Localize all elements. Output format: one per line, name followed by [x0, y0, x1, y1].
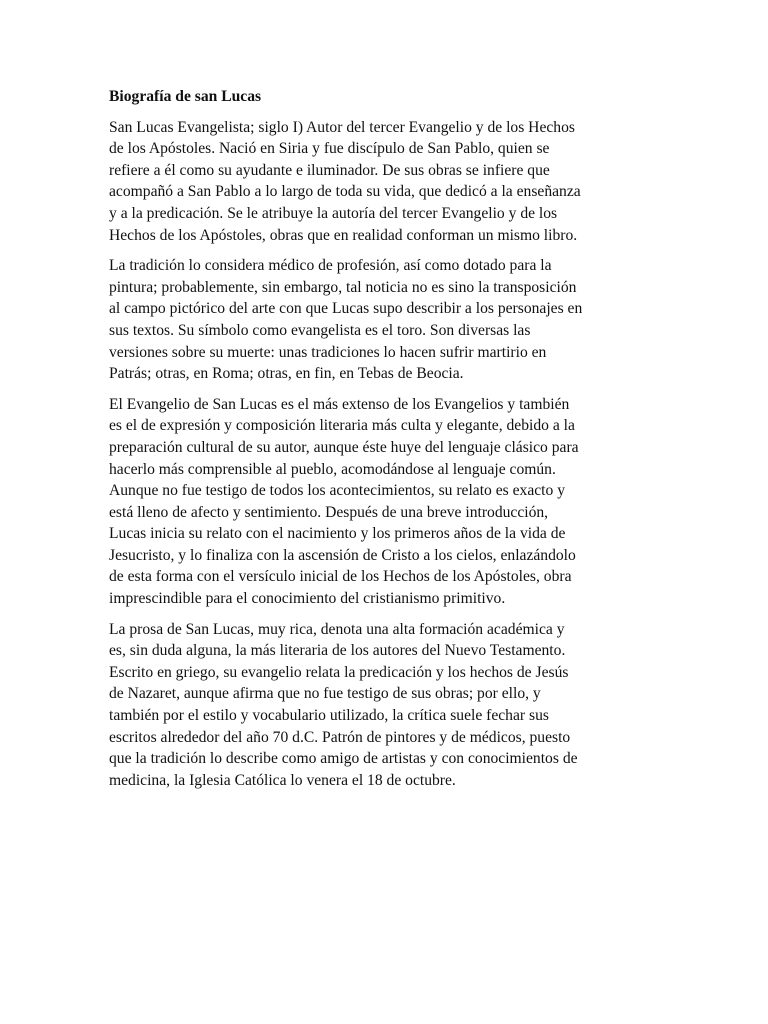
- paragraph-line: que la tradición lo describe como amigo de artistas y con conocimientos de: [109, 750, 578, 768]
- paragraph-line: El Evangelio de San Lucas es el más extenso de los Evangelios y también: [109, 395, 570, 413]
- paragraph-line: refiere a él como su ayudante e iluminador. De sus obras se infiere que: [109, 161, 550, 179]
- document-body: [109, 86, 667, 800]
- paragraph-4: [109, 619, 667, 792]
- paragraph-line: y a la predicación. Se le atribuye la autoría del tercer Evangelio y de los: [109, 204, 558, 222]
- paragraph-line: imprescindible para el conocimiento del cristianismo primitivo.: [109, 590, 506, 608]
- paragraph-line: Lucas inicia su relato con el nacimiento y los primeros años de la vida de: [109, 525, 566, 543]
- paragraph-line: también por el estilo y vocabulario utilizado, la crítica suele fechar sus: [109, 707, 549, 725]
- paragraph-line: medicina, la Iglesia Católica lo venera el 18 de octubre.: [109, 771, 456, 789]
- paragraph-3: [109, 394, 667, 610]
- paragraph-2: [109, 255, 667, 385]
- paragraph-line: San Lucas Evangelista; siglo I) Autor del tercer Evangelio y de los Hechos: [109, 118, 575, 136]
- paragraph-line: La tradición lo considera médico de profesión, así como dotado para la: [109, 257, 552, 275]
- paragraph-line: Aunque no fue testigo de todos los acontecimientos, su relato es exacto y: [109, 482, 566, 500]
- paragraph-line: de Nazaret, aunque afirma que no fue testigo de sus obras; por ello, y: [109, 685, 541, 703]
- paragraph-line: al campo pictórico del arte con que Lucas supo describir a los personajes en: [109, 300, 583, 318]
- paragraph-line: Jesucristo, y lo finaliza con la ascensión de Cristo a los cielos, enlazándolo: [109, 546, 576, 564]
- paragraph-line: Hechos de los Apóstoles, obras que en realidad conforman un mismo libro.: [109, 226, 578, 244]
- paragraph-line: pintura; probablemente, sin embargo, tal noticia no es sino la transposición: [109, 278, 577, 296]
- paragraph-line: preparación cultural de su autor, aunque éste huye del lenguaje clásico para: [109, 438, 579, 456]
- paragraph-line: es el de expresión y composición literaria más culta y elegante, debido a la: [109, 417, 575, 435]
- paragraph-line: versiones sobre su muerte: unas tradiciones lo hacen sufrir martirio en: [109, 343, 547, 361]
- paragraph-line: acompañó a San Pablo a lo largo de toda su vida, que dedicó a la enseñanza: [109, 183, 581, 201]
- paragraph-line: de esta forma con el versículo inicial de los Hechos de los Apóstoles, obra: [109, 568, 572, 586]
- paragraph-line: sus textos. Su símbolo como evangelista es el toro. Son diversas las: [109, 321, 531, 339]
- paragraph-line: Escrito en griego, su evangelio relata la predicación y los hechos de Jesús: [109, 663, 569, 681]
- paragraph-line: escritos alrededor del año 70 d.C. Patrón de pintores y de médicos, puesto: [109, 728, 571, 746]
- paragraph-line: de los Apóstoles. Nació en Siria y fue discípulo de San Pablo, quien se: [109, 140, 550, 158]
- paragraph-line: está lleno de afecto y sentimiento. Después de una breve introducción,: [109, 503, 549, 521]
- paragraph-line: La prosa de San Lucas, muy rica, denota una alta formación académica y: [109, 620, 565, 638]
- document-title: Biografía de san Lucas: [109, 88, 262, 105]
- paragraph-line: Patrás; otras, en Roma; otras, en fin, en Tebas de Beocia.: [109, 365, 464, 383]
- paragraph-line: hacerlo más comprensible al pueblo, acomodándose al lenguaje común.: [109, 460, 556, 478]
- paragraph-1: [109, 117, 667, 247]
- paragraph-line: es, sin duda alguna, la más literaria de los autores del Nuevo Testamento.: [109, 642, 566, 660]
